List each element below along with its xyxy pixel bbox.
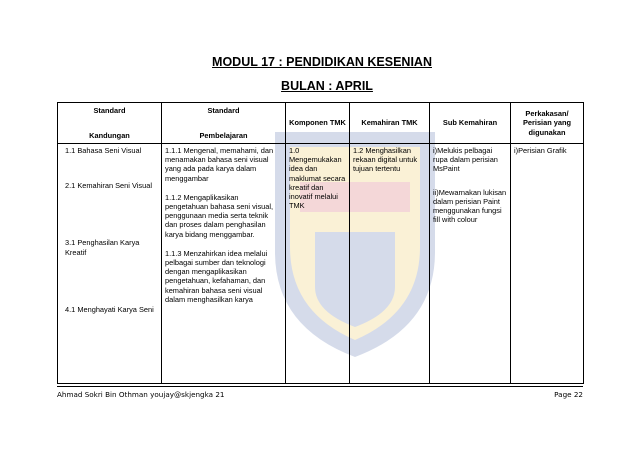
cell-sub-kemahiran xyxy=(430,144,511,384)
list-item: 2.1 Kemahiran Seni Visual xyxy=(65,181,152,191)
cell-perkakasan: i)Perisian Grafik xyxy=(511,144,584,384)
cell-standard-pembelajaran xyxy=(162,144,286,384)
page-footer xyxy=(57,390,583,399)
footer-author: Ahmad Sokri Bin Othman youjay@skjengka 21 xyxy=(57,390,225,399)
table-row xyxy=(58,144,584,384)
list-item: 4.1 Menghayati Karya Seni xyxy=(65,304,154,314)
curriculum-table xyxy=(57,102,584,384)
header-sub-kemahiran: Sub Kemahiran xyxy=(430,103,511,144)
header-kemahiran-tmk: Kemahiran TMK xyxy=(350,103,430,144)
month-heading: BULAN : APRIL xyxy=(281,79,373,93)
footer-divider xyxy=(57,386,583,387)
cell-komponen-tmk: 1.0 Mengemukakan idea dan maklumat secara kreatif dan inovatif melalui TMK xyxy=(286,144,350,384)
list-item: 3.1 Penghasilan Karya Kreatif xyxy=(65,238,140,257)
table-header-row xyxy=(58,103,584,144)
list-item: i)Melukis pelbagai rupa dalam perisian MsPaint xyxy=(433,146,498,174)
header-standard-kandungan: Standard Kandungan xyxy=(58,103,162,144)
list-item: 1.1.3 Menzahirkan idea melalui pelbagai sumber dan teknologi dengan mengaplikasikan pengetahuan, kefahaman, dan kemahiran bahasa seni visual dalam menghasilkan karya xyxy=(165,248,268,304)
list-item: 1.1.1 Mengenal, memahami, dan menamakan bahasa seni visual yang ada pada karya dalam menggambar xyxy=(165,146,274,183)
list-item: 1.1.2 Mengaplikasikan pengetahuan bahasa seni visual, penggunaan media serta teknik dan proses dalam penghasilan karya bidang menggambar. xyxy=(165,192,274,239)
cell-kemahiran-tmk: 1.2 Menghasilkan rekaan digital untuk tujuan tertentu xyxy=(350,144,430,384)
document-title: MODUL 17 : PENDIDIKAN KESENIAN xyxy=(212,55,432,69)
footer-page-number: Page 22 xyxy=(554,390,583,399)
list-item: ii)Mewarnakan lukisan dalam perisian Paint menggunakan fungsi fill with colour xyxy=(433,187,507,225)
cell-standard-kandungan xyxy=(58,144,162,384)
header-standard-pembelajaran: Standard Pembelajaran xyxy=(162,103,286,144)
header-komponen-tmk: Komponen TMK xyxy=(286,103,350,144)
list-item: 1.1 Bahasa Seni Visual xyxy=(65,146,142,155)
header-perkakasan: Perkakasan/ Perisian yang digunakan xyxy=(511,103,584,144)
